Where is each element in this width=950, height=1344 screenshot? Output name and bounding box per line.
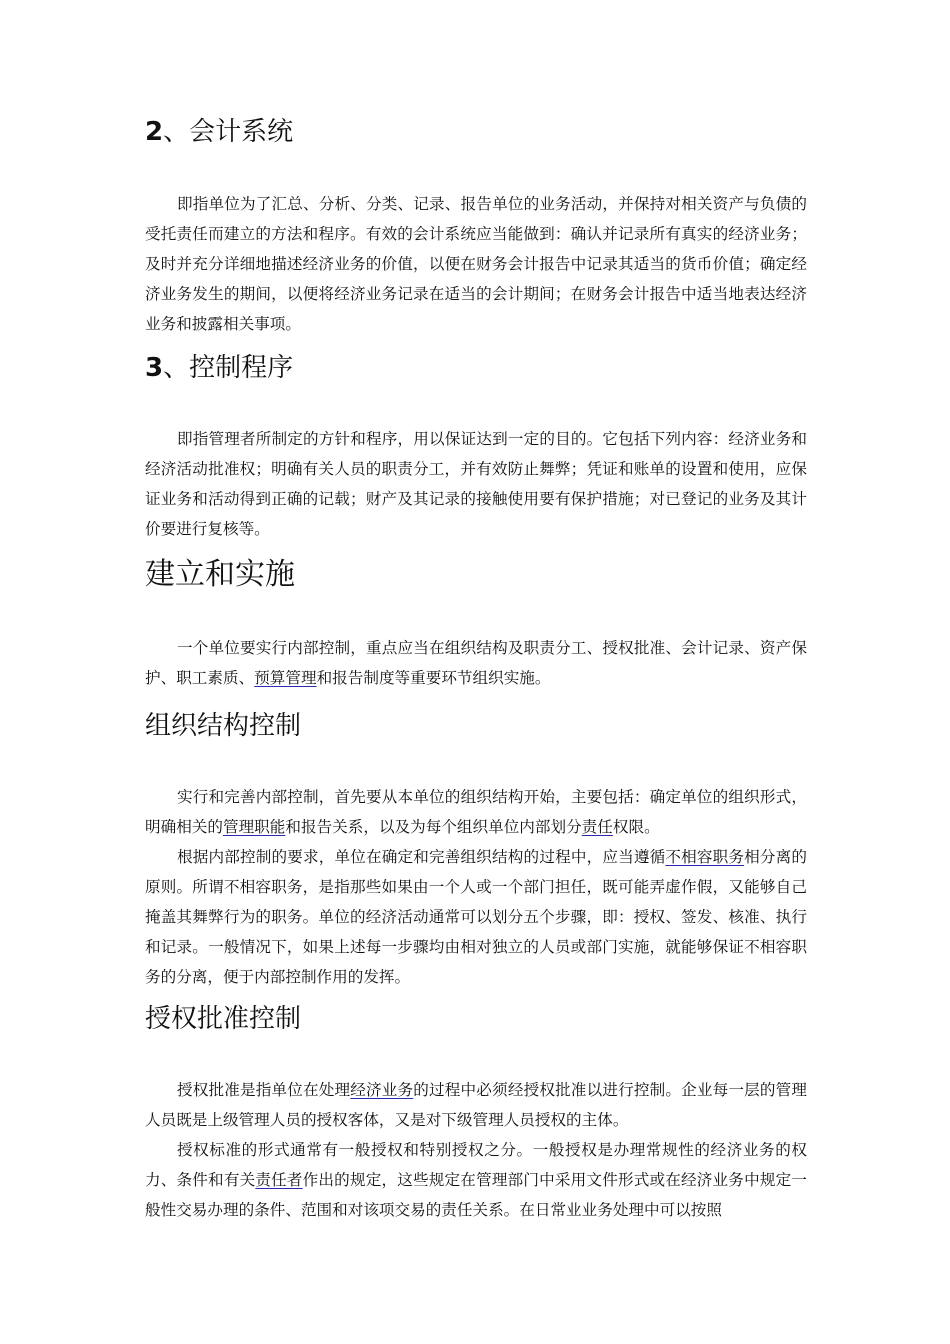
paragraph-text: 作出的规定，这些规定在管理部门中采用文件形式或在经济业务中规定一般性交易办理的条件、范围和对该项交易的责任关系。在日常业业务处理中可以按照 — [145, 1171, 807, 1219]
paragraph-org-control-1 — [145, 782, 807, 842]
heading-number: 3 — [145, 353, 164, 383]
paragraph-text: 和报告关系，以及为每个组织单位内部划分 — [285, 818, 582, 836]
link-responsibility[interactable]: 责任 — [581, 818, 613, 836]
link-responsible-person[interactable]: 责任者 — [255, 1171, 303, 1189]
heading-text: 、会计系统 — [163, 117, 294, 147]
paragraph-text: 一个单位要实行内部控制，重点应当在组织结构及职责分工、授权批准、会计记录、资产保护、职工素质、 — [145, 639, 807, 687]
heading-org-control: 组织结构控制 — [145, 711, 302, 741]
paragraph-text: 授权标准的形式通常有一般授权和特别授权之分。一般授权是办理常规性的经济业务的权力、条件和有关 — [145, 1141, 807, 1189]
paragraph-text: 和报告制度等重要环节组织实施。 — [316, 669, 551, 687]
paragraph-auth-control-2 — [145, 1135, 807, 1225]
heading-control-procedures — [145, 351, 293, 385]
paragraph-text: 相分离的原则。所谓不相容职务，是指那些如果由一个人或一个部门担任，既可能弄虚作假，又能够自己掩盖其舞弊行为的职务。单位的经济活动通常可以划分五个步骤，即：授权、签发、核准、执行和记录。一般情况下，如果上述每一步骤均由相对独立的人员或部门实施，就能够保证不相容职务的分离，便于内部控制作用的发挥。 — [145, 848, 807, 986]
heading-auth-control: 授权批准控制 — [145, 1004, 302, 1034]
heading-accounting-system — [145, 115, 293, 149]
link-management-function[interactable]: 管理职能 — [222, 818, 286, 836]
paragraph-auth-control-1 — [145, 1075, 807, 1135]
heading-number: 2 — [145, 117, 164, 147]
link-economic-business[interactable]: 经济业务 — [350, 1081, 414, 1099]
paragraph-accounting-system: 即指单位为了汇总、分析、分类、记录、报告单位的业务活动，并保持对相关资产与负债的受托责任而建立的方法和程序。有效的会计系统应当能做到：确认并记录所有真实的经济业务；及时并充分详细地描述经济业务的价值，以便在财务会计报告中记录其适当的货币价值；确定经济业务发生的期间，以便将经济业务记录在适当的会计期间；在财务会计报告中适当地表达经济业务和披露相关事项。 — [145, 195, 807, 333]
paragraph-org-control-2 — [145, 842, 807, 992]
paragraph-text: 授权批准是指单位在处理 — [177, 1081, 351, 1099]
link-budget-management[interactable]: 预算管理 — [254, 669, 317, 687]
paragraph-text: 根据内部控制的要求，单位在确定和完善组织结构的过程中，应当遵循 — [177, 848, 666, 866]
heading-establish: 建立和实施 — [145, 557, 295, 592]
link-incompatible-duties[interactable]: 不相容职务 — [665, 848, 745, 866]
heading-text: 、控制程序 — [163, 353, 294, 383]
paragraph-text: 实行和完善内部控制，首先要从本单位的组织结构开始，主要包括：确定单位的组织形式，明确相关的 — [145, 788, 807, 836]
paragraph-text: 权限。 — [612, 818, 660, 836]
paragraph-establish — [145, 633, 807, 693]
paragraph-control-procedures: 即指管理者所制定的方针和程序，用以保证达到一定的目的。它包括下列内容：经济业务和经济活动批准权；明确有关人员的职责分工，并有效防止舞弊；凭证和账单的设置和使用，应保证业务和活动得到正确的记载；财产及其记录的接触使用要有保护措施；对已登记的业务及其计价要进行复核等。 — [145, 430, 807, 538]
paragraph-text: 的过程中必须经授权批准以进行控制。企业每一层的管理人员既是上级管理人员的授权客体，又是对下级管理人员授权的主体。 — [145, 1081, 807, 1129]
